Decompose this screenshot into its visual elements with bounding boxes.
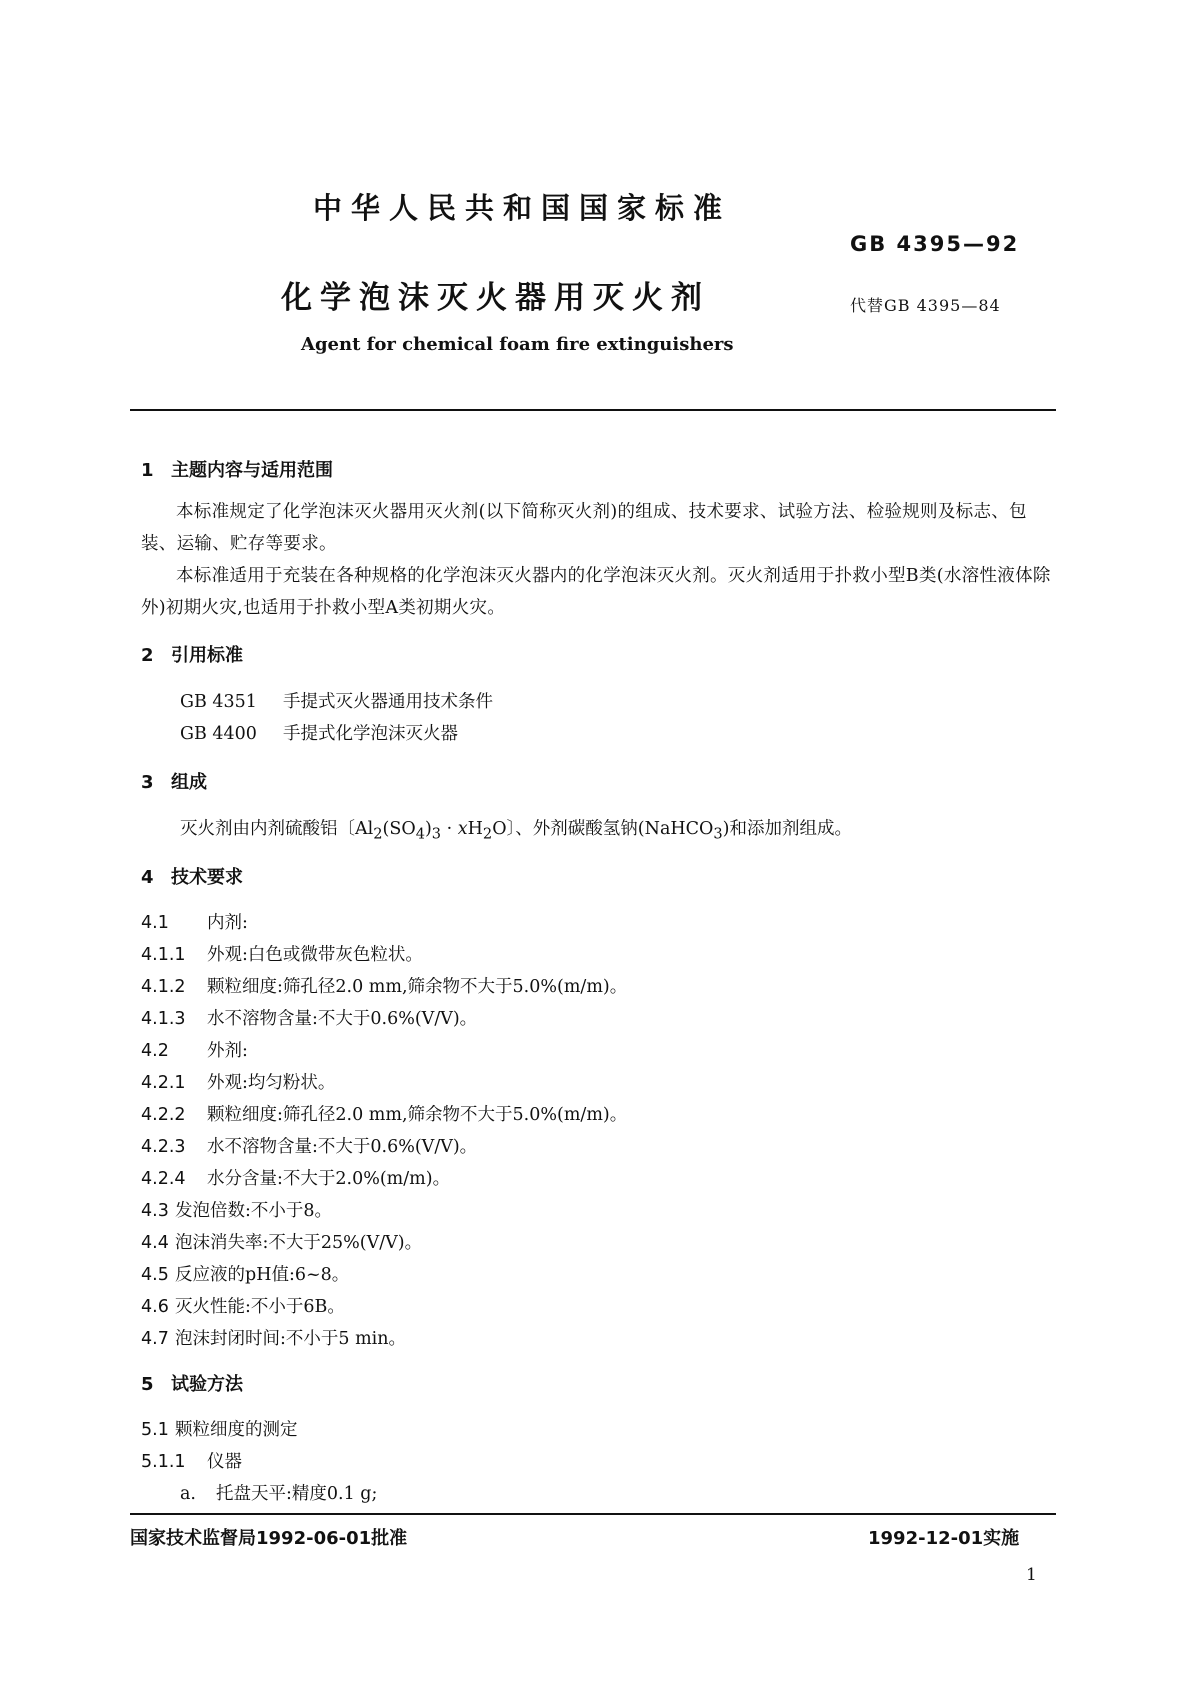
method-item: 5.1 颗粒细度的测定 (141, 1420, 298, 1440)
document-title: 化学泡沫灭火器用灭火剂 (281, 280, 710, 316)
requirement-item: 4.1 内剂: (141, 913, 248, 933)
composition-text: 灭火剂由内剂硫酸铝〔$Al_2(SO_4)_3 \cdot xH_2O$〕、外剂碳酸氢钠(NaHCO$_3$)和添加剂组成。 (180, 819, 852, 843)
method-item: 5.1.1 仪器 (141, 1452, 242, 1472)
requirement-item: 4.5 反应液的pH值:6~8。 (141, 1265, 350, 1285)
requirement-item: 4.2.2 颗粒细度:筛孔径2.0 mm,筛余物不大于5.0%(m/m)。 (141, 1105, 628, 1125)
section-4-heading: 4 技术要求 (141, 867, 243, 888)
requirement-item: 4.1.3 水不溶物含量:不大于0.6%(V/V)。 (141, 1009, 478, 1029)
section-1-heading: 1 主题内容与适用范围 (141, 460, 333, 481)
requirement-item: 4.6 灭火性能:不小于6B。 (141, 1297, 345, 1317)
requirement-item: 4.2.1 外观:均匀粉状。 (141, 1073, 336, 1093)
header-divider (130, 409, 1056, 411)
english-title: Agent for chemical foam fire extinguishers (301, 334, 734, 355)
requirement-item: 4.1.2 颗粒细度:筛孔径2.0 mm,筛余物不大于5.0%(m/m)。 (141, 977, 628, 997)
section-1-paragraph-2: 本标准适用于充装在各种规格的化学泡沫灭火器内的化学泡沫灭火剂。灭火剂适用于扑救小型B类(水溶性液体除外)初期火灾,也适用于扑救小型A类初期火灾。 (141, 566, 1051, 618)
requirement-item: 4.7 泡沫封闭时间:不小于5 min。 (141, 1329, 407, 1349)
method-sub-item: a. 托盘天平:精度0.1 g; (180, 1484, 378, 1504)
replaces-note: 代替GB 4395—84 (850, 296, 1001, 315)
requirement-item: 4.2 外剂: (141, 1041, 248, 1061)
footer-divider (130, 1513, 1056, 1515)
reference-item: GB 4351 手提式灭火器通用技术条件 (180, 692, 493, 712)
national-standard-heading: 中华人民共和国国家标准 (313, 191, 732, 225)
requirement-item: 4.2.4 水分含量:不大于2.0%(m/m)。 (141, 1169, 451, 1189)
section-1-paragraph-1: 本标准规定了化学泡沫灭火器用灭火剂(以下简称灭火剂)的组成、技术要求、试验方法、检验规则及标志、包装、运输、贮存等要求。 (141, 502, 1027, 554)
standard-code: GB 4395—92 (850, 232, 1020, 256)
approval-line: 国家技术监督局1992-06-01批准 (130, 1528, 408, 1549)
requirement-item: 4.2.3 水不溶物含量:不大于0.6%(V/V)。 (141, 1137, 478, 1157)
reference-item: GB 4400 手提式化学泡沫灭火器 (180, 724, 458, 744)
page-number: 1 (1026, 1565, 1037, 1585)
section-2-heading: 2 引用标准 (141, 645, 243, 666)
effective-date: 1992-12-01实施 (868, 1528, 1020, 1549)
requirement-item: 4.1.1 外观:白色或微带灰色粒状。 (141, 945, 423, 965)
section-3-heading: 3 组成 (141, 772, 207, 793)
requirement-item: 4.3 发泡倍数:不小于8。 (141, 1201, 333, 1221)
requirement-item: 4.4 泡沫消失率:不大于25%(V/V)。 (141, 1233, 423, 1253)
section-5-heading: 5 试验方法 (141, 1374, 243, 1395)
